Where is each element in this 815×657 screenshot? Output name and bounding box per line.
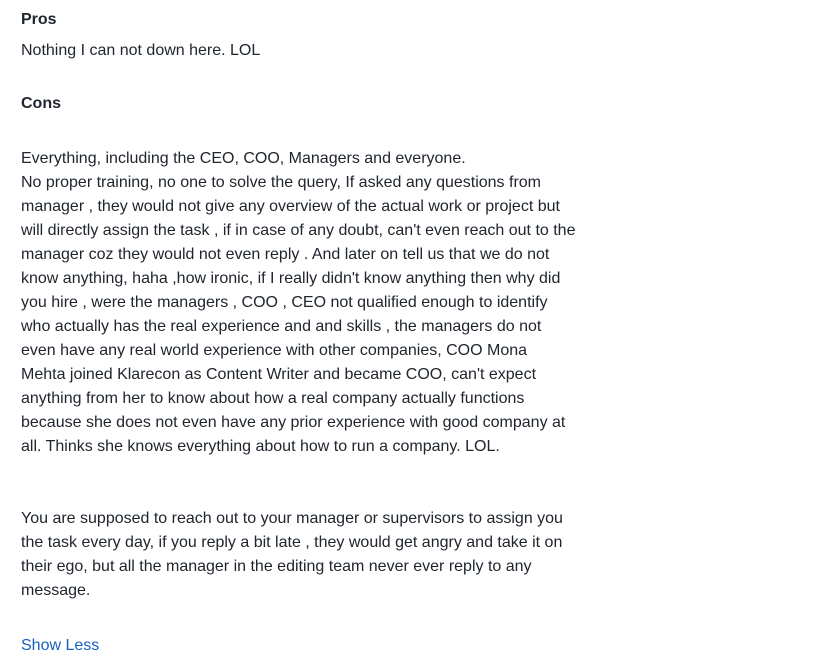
cons-heading: Cons <box>21 95 61 112</box>
cons-text <box>21 123 621 627</box>
pros-text: Nothing I can not down here. LOL <box>21 42 261 59</box>
cons-paragraph: You are supposed to reach out to your manager or supervisors to assign you the task every day, if you reply a bit late , they would get angry and take it on their ego, but all the manager in the editing team never ever reply to any message. <box>21 510 563 599</box>
show-less-link[interactable]: Show Less <box>21 637 100 654</box>
pros-heading: Pros <box>21 11 57 28</box>
cons-paragraph: Everything, including the CEO, COO, Managers and everyone. No proper training, no one to solve the query, If asked any questions from manager , they would not give any overview of the actual work or project but will directly assign the task , if in case of any doubt, can't even reach out to the manager coz they would not even reply . And later on tell us that we do not know anything, haha ,how ironic, if I really didn't know anything then why did you hire , were the managers , COO , CEO not qualified enough to identify who actually has the real experience and and skills , the managers do not even have any real world experience with other companies, COO Mona Mehta joined Klarecon as Content Writer and became COO, can't expect anything from her to know about how a real company actually functions because she does not even have any prior experience with good company at all. Thinks she knows everything about how to run a company. LOL. <box>21 150 576 455</box>
